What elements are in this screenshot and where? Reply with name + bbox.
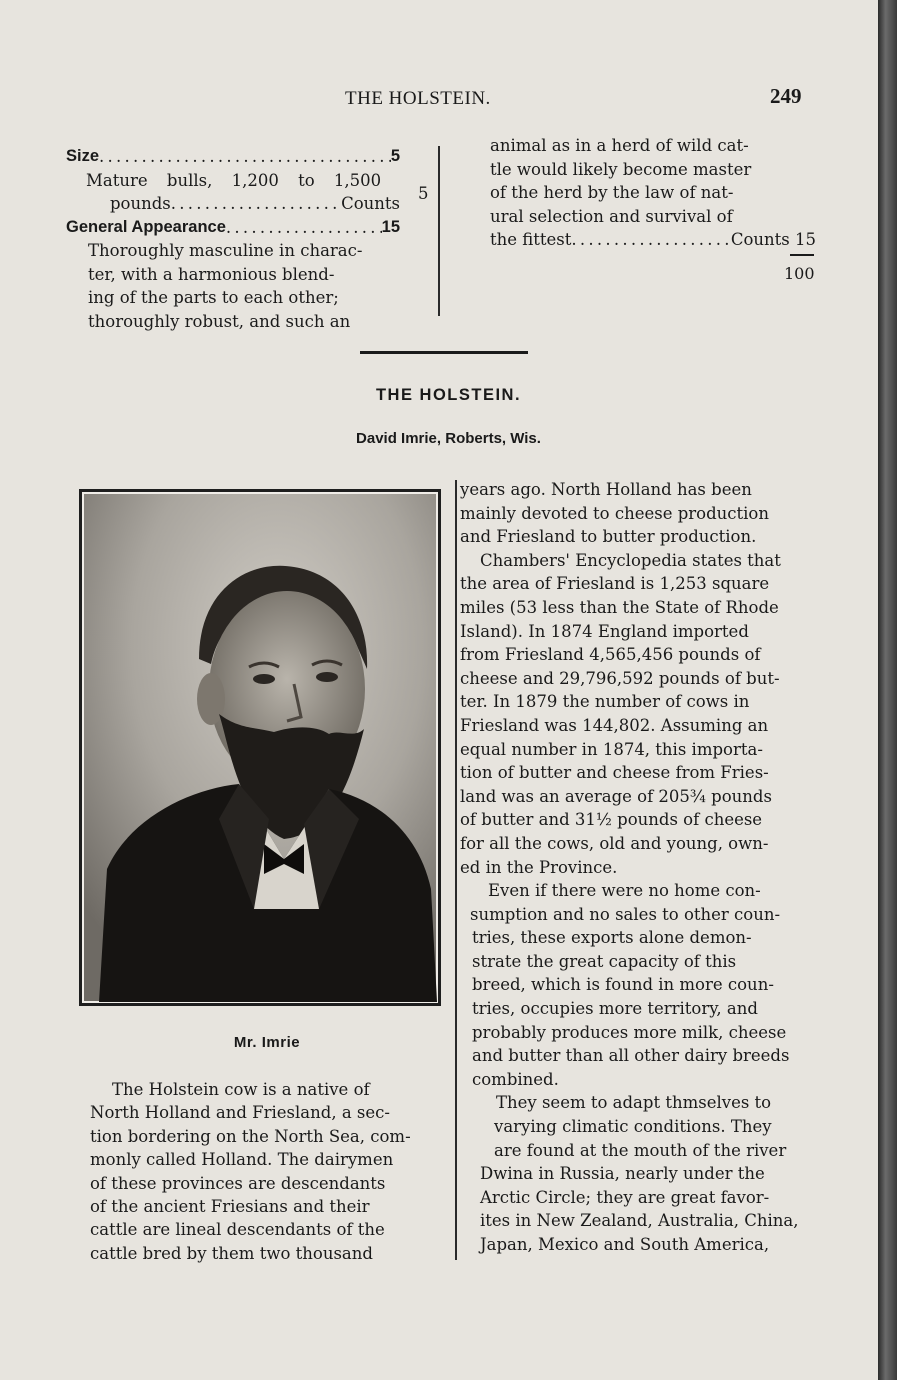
text-line: cattle bred by them two thousand bbox=[90, 1243, 373, 1263]
score-right-line: of the herd by the law of nat- bbox=[490, 183, 734, 202]
score-right-line: ural selection and survival of bbox=[490, 206, 733, 226]
text-line: Even if there were no home con- bbox=[488, 881, 761, 901]
appearance-row bbox=[66, 216, 400, 240]
appearance-line: Thoroughly masculine in charac- bbox=[88, 241, 363, 260]
text-line: strate the great capacity of this bbox=[472, 951, 737, 971]
text-line: varying climatic conditions. They bbox=[494, 1117, 772, 1137]
text-line: Chambers' Encyclopedia states that bbox=[480, 550, 781, 570]
text-line: monly called Holland. The dairymen bbox=[90, 1150, 394, 1170]
text-line: of butter and 31½ pounds of cheese bbox=[460, 810, 763, 830]
text-line: combined. bbox=[472, 1069, 559, 1089]
text-line: North Holland and Friesland, a sec- bbox=[90, 1103, 390, 1123]
text-line: the area of Friesland is 1,253 square bbox=[460, 574, 770, 594]
leader-dots bbox=[571, 228, 730, 252]
appearance-label: General Appearance bbox=[66, 217, 226, 236]
text-line: Dwina in Russia, nearly under the bbox=[480, 1164, 765, 1184]
article-author: David Imrie, Roberts, Wis. bbox=[356, 430, 541, 447]
text-line: cheese and 29,796,592 pounds of but- bbox=[460, 668, 780, 688]
score-card-right bbox=[490, 134, 816, 252]
text-line: breed, which is found in more coun- bbox=[472, 975, 774, 995]
fittest-counts: Counts 15 bbox=[730, 230, 816, 249]
text-line: of the ancient Friesians and their bbox=[90, 1197, 370, 1217]
text-line: ed in the Province. bbox=[460, 857, 618, 877]
score-right-line: tle would likely become master bbox=[490, 159, 752, 179]
text-line: Island). In 1874 England imported bbox=[460, 621, 749, 641]
article-title: THE HOLSTEIN. bbox=[375, 386, 522, 404]
text-line: miles (53 less than the State of Rhode bbox=[460, 597, 779, 617]
size-desc-text: Mature bulls, 1,200 to 1,500 bbox=[86, 170, 382, 190]
text-line: They seem to adapt thmselves to bbox=[496, 1093, 772, 1113]
text-line: ter. In 1879 the number of cows in bbox=[460, 692, 750, 712]
appearance-line: ter, with a harmonious blend- bbox=[88, 264, 335, 284]
appearance-line: thoroughly robust, and such an bbox=[88, 311, 351, 331]
text-line: cattle are lineal descendants of the bbox=[90, 1220, 385, 1240]
size-counts-row bbox=[66, 192, 400, 216]
section-rule bbox=[360, 351, 528, 354]
size-label: Size bbox=[66, 147, 100, 165]
score-right-line: animal as in a herd of wild cat- bbox=[490, 136, 749, 155]
leader-dots bbox=[99, 145, 391, 169]
text-line: probably produces more milk, cheese bbox=[472, 1022, 787, 1042]
article-right-column bbox=[460, 478, 830, 1257]
size-counts-value: 5 bbox=[418, 184, 429, 203]
text-line: land was an average of 205¾ pounds bbox=[460, 786, 772, 806]
size-desc-2: pounds bbox=[110, 194, 171, 213]
text-line: and Friesland to butter production. bbox=[460, 527, 757, 547]
leader-dots bbox=[226, 216, 382, 240]
appearance-line: ing of the parts to each other; bbox=[88, 288, 339, 307]
total-score: 100 bbox=[784, 264, 815, 283]
size-counts: Counts bbox=[341, 194, 400, 213]
page-number: 249 bbox=[770, 84, 802, 108]
leader-dots bbox=[171, 192, 341, 216]
score-card-left bbox=[66, 145, 400, 333]
text-line: are found at the mouth of the river bbox=[494, 1140, 787, 1160]
text-line: of these provinces are descendants bbox=[90, 1173, 386, 1193]
total-rule bbox=[790, 254, 814, 256]
text-line: for all the cows, old and young, own- bbox=[460, 833, 769, 853]
page-edge bbox=[878, 0, 897, 1380]
text-line: Friesland was 144,802. Assuming an bbox=[460, 715, 769, 735]
text-line: years ago. North Holland has been bbox=[460, 480, 752, 499]
appearance-points: 15 bbox=[381, 217, 400, 236]
running-header: THE HOLSTEIN. bbox=[345, 88, 491, 109]
text-line: sumption and no sales to other coun- bbox=[470, 904, 781, 924]
fittest-row bbox=[490, 228, 816, 252]
text-line: tion of butter and cheese from Fries- bbox=[460, 763, 769, 783]
size-points: 5 bbox=[390, 147, 400, 165]
text-line: The Holstein cow is a native of bbox=[112, 1080, 370, 1099]
text-line: tries, occupies more territory, and bbox=[472, 999, 758, 1019]
text-line: and butter than all other dairy breeds bbox=[472, 1046, 790, 1066]
size-desc-1 bbox=[66, 169, 400, 193]
score-card-divider bbox=[438, 146, 440, 316]
article-left-column bbox=[90, 1078, 454, 1265]
text-line: from Friesland 4,565,456 pounds of bbox=[460, 645, 761, 665]
photo-caption: Mr. Imrie bbox=[233, 1034, 301, 1051]
portrait-photo bbox=[79, 489, 441, 1006]
text-line: tries, these exports alone demon- bbox=[472, 928, 752, 948]
fittest-text: the fittest bbox=[490, 230, 572, 249]
column-divider bbox=[455, 480, 457, 1260]
portrait-image bbox=[79, 489, 441, 1006]
text-line: Japan, Mexico and South America, bbox=[480, 1235, 770, 1254]
text-line: ites in New Zealand, Australia, China, bbox=[480, 1211, 799, 1231]
text-line: tion bordering on the North Sea, com- bbox=[90, 1126, 411, 1146]
size-row bbox=[66, 145, 400, 169]
text-line: mainly devoted to cheese production bbox=[460, 503, 769, 523]
text-line: equal number in 1874, this importa- bbox=[460, 739, 763, 759]
text-line: Arctic Circle; they are great favor- bbox=[480, 1187, 770, 1207]
